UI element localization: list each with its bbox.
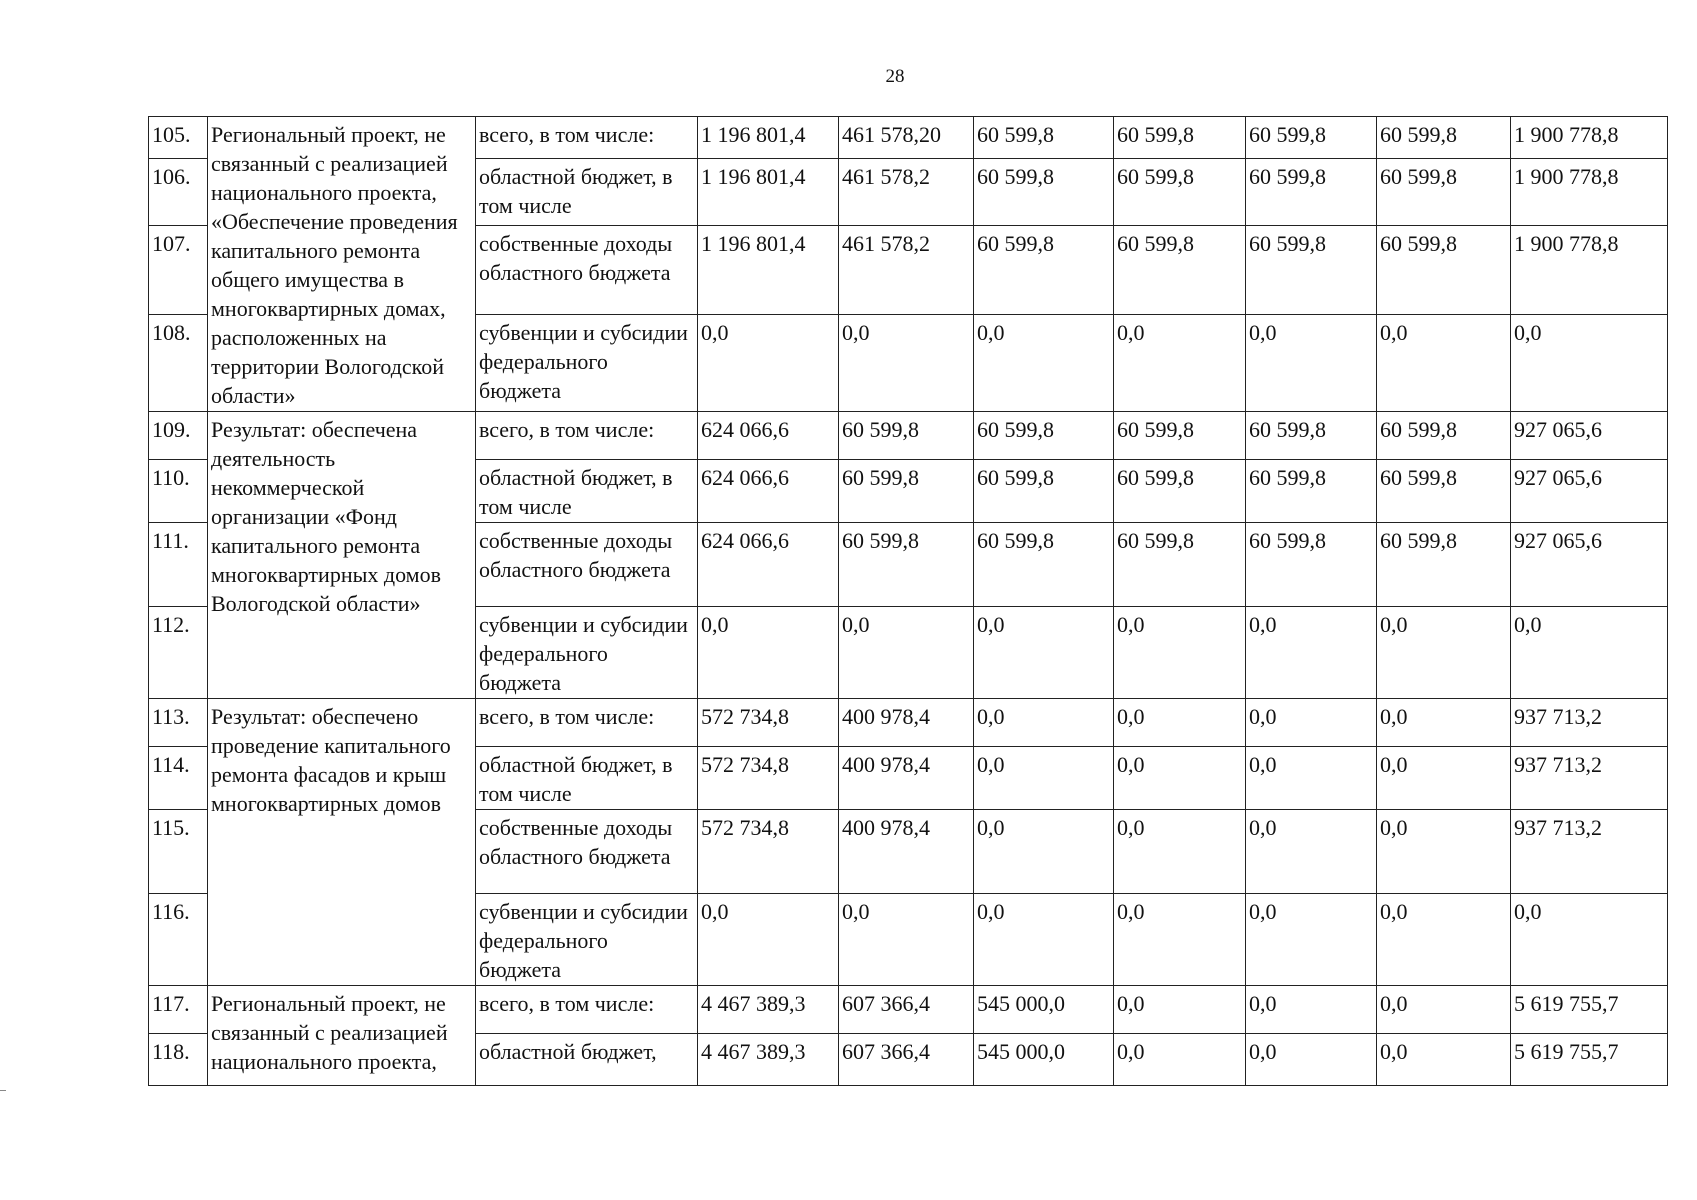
value-cell: 400 978,4 (839, 810, 974, 894)
total-value-cell: 927 065,6 (1511, 523, 1668, 607)
value-cell: 0,0 (698, 894, 839, 986)
value-cell: 60 599,8 (974, 460, 1114, 523)
table-row (149, 699, 1668, 747)
funding-source: областной бюджет, в том числе (476, 159, 698, 226)
value-cell: 0,0 (1114, 986, 1246, 1034)
value-cell: 572 734,8 (698, 699, 839, 747)
value-cell: 545 000,0 (974, 1034, 1114, 1086)
funding-source: областной бюджет, в том числе (476, 747, 698, 810)
funding-source: собственные доходы областного бюджета (476, 810, 698, 894)
table-row (149, 117, 1668, 159)
scan-edge-mark (0, 1090, 6, 1091)
row-number: 110. (149, 460, 208, 523)
funding-source: всего, в том числе: (476, 699, 698, 747)
row-number: 105. (149, 117, 208, 159)
value-cell: 60 599,8 (1114, 460, 1246, 523)
value-cell: 60 599,8 (1246, 460, 1377, 523)
value-cell: 60 599,8 (1246, 412, 1377, 460)
total-value-cell: 0,0 (1511, 314, 1668, 411)
value-cell: 0,0 (1114, 314, 1246, 411)
table-body (149, 117, 1668, 1086)
value-cell: 60 599,8 (974, 523, 1114, 607)
value-cell: 607 366,4 (839, 1034, 974, 1086)
value-cell: 60 599,8 (1114, 412, 1246, 460)
value-cell: 0,0 (1377, 747, 1511, 810)
value-cell: 0,0 (974, 810, 1114, 894)
value-cell: 60 599,8 (1246, 225, 1377, 314)
value-cell: 60 599,8 (1377, 460, 1511, 523)
value-cell: 0,0 (1114, 747, 1246, 810)
funding-source: субвенции и субсидии федерального бюджета (476, 314, 698, 411)
value-cell: 1 196 801,4 (698, 159, 839, 226)
total-value-cell: 1 900 778,8 (1511, 225, 1668, 314)
value-cell: 461 578,20 (839, 117, 974, 159)
row-number: 118. (149, 1034, 208, 1086)
total-value-cell: 937 713,2 (1511, 810, 1668, 894)
value-cell: 0,0 (1114, 810, 1246, 894)
funding-source: собственные доходы областного бюджета (476, 225, 698, 314)
row-number: 114. (149, 747, 208, 810)
funding-source: всего, в том числе: (476, 412, 698, 460)
value-cell: 60 599,8 (1377, 412, 1511, 460)
value-cell: 60 599,8 (1377, 523, 1511, 607)
page-number: 28 (885, 66, 905, 87)
row-number: 108. (149, 314, 208, 411)
value-cell: 0,0 (1114, 699, 1246, 747)
row-number: 111. (149, 523, 208, 607)
value-cell: 0,0 (839, 894, 974, 986)
program-name: Результат: обеспечено проведение капитального ремонта фасадов и крыш многоквартирных домов (208, 699, 476, 986)
value-cell: 0,0 (1377, 314, 1511, 411)
value-cell: 624 066,6 (698, 412, 839, 460)
value-cell: 0,0 (974, 607, 1114, 699)
value-cell: 1 196 801,4 (698, 225, 839, 314)
value-cell: 60 599,8 (1114, 225, 1246, 314)
row-number: 106. (149, 159, 208, 226)
funding-source: всего, в том числе: (476, 117, 698, 159)
value-cell: 624 066,6 (698, 523, 839, 607)
total-value-cell: 927 065,6 (1511, 460, 1668, 523)
value-cell: 461 578,2 (839, 159, 974, 226)
value-cell: 0,0 (1377, 607, 1511, 699)
value-cell: 4 467 389,3 (698, 986, 839, 1034)
value-cell: 60 599,8 (839, 460, 974, 523)
value-cell: 0,0 (1246, 1034, 1377, 1086)
value-cell: 572 734,8 (698, 810, 839, 894)
value-cell: 0,0 (1246, 699, 1377, 747)
value-cell: 572 734,8 (698, 747, 839, 810)
value-cell: 60 599,8 (974, 117, 1114, 159)
funding-source: субвенции и субсидии федерального бюджета (476, 894, 698, 986)
total-value-cell: 0,0 (1511, 894, 1668, 986)
value-cell: 60 599,8 (1114, 523, 1246, 607)
value-cell: 60 599,8 (1377, 117, 1511, 159)
value-cell: 60 599,8 (974, 412, 1114, 460)
row-number: 107. (149, 225, 208, 314)
table-row (149, 412, 1668, 460)
value-cell: 0,0 (1246, 607, 1377, 699)
value-cell: 60 599,8 (1246, 523, 1377, 607)
value-cell: 0,0 (1114, 894, 1246, 986)
value-cell: 0,0 (974, 699, 1114, 747)
value-cell: 607 366,4 (839, 986, 974, 1034)
total-value-cell: 5 619 755,7 (1511, 986, 1668, 1034)
value-cell: 60 599,8 (839, 523, 974, 607)
value-cell: 0,0 (839, 607, 974, 699)
program-name: Результат: обеспечена деятельность некоммерческой организации «Фонд капитального ремонта многоквартирных домов Вологодской области» (208, 412, 476, 699)
value-cell: 461 578,2 (839, 225, 974, 314)
value-cell: 60 599,8 (1377, 159, 1511, 226)
value-cell: 60 599,8 (974, 159, 1114, 226)
row-number: 109. (149, 412, 208, 460)
program-name: Региональный проект, не связанный с реализацией национального проекта, «Обеспечение проведения капитального ремонта общего имущества в многоквартирных домах, расположенных на территории Вологодской области» (208, 117, 476, 412)
funding-table (148, 116, 1668, 1086)
value-cell: 0,0 (698, 314, 839, 411)
row-number: 113. (149, 699, 208, 747)
value-cell: 4 467 389,3 (698, 1034, 839, 1086)
total-value-cell: 0,0 (1511, 607, 1668, 699)
funding-source: субвенции и субсидии федерального бюджета (476, 607, 698, 699)
value-cell: 0,0 (974, 314, 1114, 411)
value-cell: 400 978,4 (839, 747, 974, 810)
program-name: Региональный проект, не связанный с реализацией национального проекта, (208, 986, 476, 1086)
value-cell: 0,0 (974, 747, 1114, 810)
value-cell: 400 978,4 (839, 699, 974, 747)
value-cell: 624 066,6 (698, 460, 839, 523)
total-value-cell: 927 065,6 (1511, 412, 1668, 460)
value-cell: 60 599,8 (974, 225, 1114, 314)
value-cell: 0,0 (1246, 894, 1377, 986)
table-row (149, 986, 1668, 1034)
funding-source: областной бюджет, в том числе (476, 460, 698, 523)
value-cell: 0,0 (1377, 1034, 1511, 1086)
funding-source: всего, в том числе: (476, 986, 698, 1034)
value-cell: 0,0 (1114, 1034, 1246, 1086)
total-value-cell: 937 713,2 (1511, 747, 1668, 810)
total-value-cell: 1 900 778,8 (1511, 117, 1668, 159)
value-cell: 60 599,8 (1114, 159, 1246, 226)
value-cell: 60 599,8 (1114, 117, 1246, 159)
value-cell: 60 599,8 (1377, 225, 1511, 314)
funding-source: областной бюджет, (476, 1034, 698, 1086)
row-number: 112. (149, 607, 208, 699)
row-number: 117. (149, 986, 208, 1034)
value-cell: 0,0 (974, 894, 1114, 986)
value-cell: 0,0 (1377, 894, 1511, 986)
value-cell: 0,0 (1377, 699, 1511, 747)
row-number: 116. (149, 894, 208, 986)
value-cell: 0,0 (1114, 607, 1246, 699)
total-value-cell: 937 713,2 (1511, 699, 1668, 747)
value-cell: 1 196 801,4 (698, 117, 839, 159)
value-cell: 0,0 (1377, 986, 1511, 1034)
value-cell: 0,0 (1377, 810, 1511, 894)
total-value-cell: 1 900 778,8 (1511, 159, 1668, 226)
value-cell: 0,0 (1246, 810, 1377, 894)
value-cell: 60 599,8 (1246, 117, 1377, 159)
value-cell: 0,0 (1246, 747, 1377, 810)
value-cell: 0,0 (1246, 986, 1377, 1034)
value-cell: 60 599,8 (1246, 159, 1377, 226)
value-cell: 545 000,0 (974, 986, 1114, 1034)
row-number: 115. (149, 810, 208, 894)
value-cell: 0,0 (839, 314, 974, 411)
value-cell: 60 599,8 (839, 412, 974, 460)
total-value-cell: 5 619 755,7 (1511, 1034, 1668, 1086)
funding-source: собственные доходы областного бюджета (476, 523, 698, 607)
value-cell: 0,0 (698, 607, 839, 699)
value-cell: 0,0 (1246, 314, 1377, 411)
